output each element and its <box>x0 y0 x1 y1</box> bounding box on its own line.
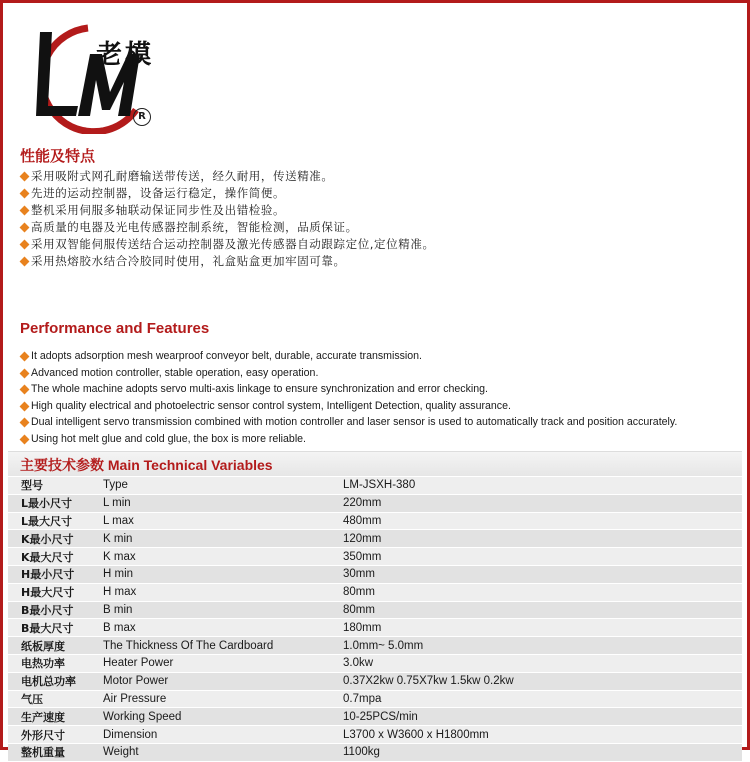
spec-value: 80mm <box>343 586 375 599</box>
spec-en-label: L min <box>103 497 131 510</box>
table-row <box>8 602 742 620</box>
table-row <box>8 530 742 548</box>
spec-en-label: Dimension <box>103 728 158 741</box>
spec-cn-label: L最小尺寸 <box>21 497 73 511</box>
list-item <box>20 431 677 448</box>
table-row <box>8 566 742 584</box>
spec-value: 480mm <box>343 514 382 527</box>
spec-cn-label: 外形尺寸 <box>21 728 65 742</box>
spec-value: 80mm <box>343 603 375 616</box>
list-item <box>20 168 435 185</box>
table-row <box>8 691 742 709</box>
list-item-text: 高质量的电器及光电传感器控制系统，智能检测，品质保证。 <box>31 220 358 234</box>
spec-cn-label: L最大尺寸 <box>21 514 73 528</box>
table-row <box>8 495 742 513</box>
diamond-bullet-icon <box>20 172 30 182</box>
spec-en-label: H min <box>103 568 134 581</box>
spec-value: 180mm <box>343 621 382 634</box>
spec-en-label: Working Speed <box>103 710 182 723</box>
spec-en-label: K max <box>103 550 136 563</box>
table-row <box>8 637 742 655</box>
spec-cn-label: B最小尺寸 <box>21 603 74 617</box>
spec-en-label: Air Pressure <box>103 692 167 705</box>
features-en-list <box>20 348 677 448</box>
spec-en-label: Heater Power <box>103 657 174 670</box>
spec-cn-label: B最大尺寸 <box>21 621 74 635</box>
spec-value: LM-JSXH-380 <box>343 479 416 492</box>
spec-en-label: The Thickness Of The Cardboard <box>103 639 274 652</box>
spec-value: 0.37X2kw 0.75X7kw 1.5kw 0.2kw <box>343 675 514 688</box>
list-item <box>20 202 435 219</box>
spec-cn-label: H最大尺寸 <box>21 586 75 600</box>
diamond-bullet-icon <box>20 435 30 445</box>
spec-en-label: B max <box>103 621 136 634</box>
specs-header <box>8 451 742 476</box>
list-item <box>20 185 435 202</box>
spec-cn-label: 气压 <box>21 692 43 706</box>
list-item-text: High quality electrical and photoelectric sensor control system, Intelligent Detection, quality assurance. <box>31 399 511 412</box>
list-item-text: The whole machine adopts servo multi-axis linkage to ensure synchronization and error checking. <box>31 383 488 396</box>
spec-value: 0.7mpa <box>343 692 382 705</box>
list-item <box>20 348 677 365</box>
list-item <box>20 219 435 236</box>
spec-cn-label: 纸板厚度 <box>21 639 65 653</box>
spec-en-label: Motor Power <box>103 675 169 688</box>
spec-value: 1.0mm~ 5.0mm <box>343 639 424 652</box>
table-row <box>8 584 742 602</box>
table-row <box>8 655 742 673</box>
spec-en-label: B min <box>103 603 133 616</box>
list-item <box>20 381 677 398</box>
features-en-title: Performance and Features <box>20 320 210 337</box>
spec-value: 1100kg <box>343 746 380 759</box>
spec-en-label: K min <box>103 532 133 545</box>
spec-cn-label: 生产速度 <box>21 710 65 724</box>
registered-mark: R <box>133 108 151 126</box>
list-item-text: 整机采用伺服多轴联动保证同步性及出错检验。 <box>31 203 286 217</box>
spec-cn-label: 型号 <box>21 479 43 493</box>
diamond-bullet-icon <box>20 368 30 378</box>
list-item <box>20 398 677 415</box>
table-row <box>8 673 742 691</box>
spec-value: 220mm <box>343 497 382 510</box>
spec-value: 10-25PCS/min <box>343 710 418 723</box>
list-item-text: Using hot melt glue and cold glue, the box is more reliable. <box>31 432 307 445</box>
list-item <box>20 253 435 270</box>
spec-en-label: Type <box>103 479 128 492</box>
spec-en-label: L max <box>103 514 134 527</box>
diamond-bullet-icon <box>20 206 30 216</box>
diamond-bullet-icon <box>20 257 30 267</box>
diamond-bullet-icon <box>20 352 30 362</box>
list-item-text: Advanced motion controller, stable operation, easy operation. <box>31 366 319 379</box>
table-row <box>8 513 742 531</box>
list-item-text: Dual intelligent servo transmission combined with motion controller and laser sensor is used to automatically track and position accurately. <box>31 416 678 429</box>
list-item-text: It adopts adsorption mesh wearproof conveyor belt, durable, accurate transmission. <box>31 350 422 362</box>
brand-name: 老模 <box>96 40 155 70</box>
spec-cn-label: K最大尺寸 <box>21 550 74 564</box>
list-item-text: 采用热熔胶水结合冷胶同时使用，礼盒贴盒更加牢固可靠。 <box>31 254 346 268</box>
table-row <box>8 477 742 495</box>
spec-cn-label: K最小尺寸 <box>21 532 74 546</box>
table-row <box>8 619 742 637</box>
table-row <box>8 708 742 726</box>
diamond-bullet-icon <box>20 189 30 199</box>
spec-cn-label: 整机重量 <box>21 746 65 760</box>
features-cn-list <box>20 168 435 270</box>
list-item <box>20 236 435 253</box>
table-row <box>8 744 742 762</box>
specs-table <box>8 477 742 762</box>
spec-value: 30mm <box>343 568 375 581</box>
diamond-bullet-icon <box>20 401 30 411</box>
spec-value: 120mm <box>343 532 382 545</box>
diamond-bullet-icon <box>20 385 30 395</box>
spec-en-label: H max <box>103 586 137 599</box>
spec-value: 350mm <box>343 550 382 563</box>
spec-cn-label: H最小尺寸 <box>21 568 75 582</box>
list-item <box>20 414 677 431</box>
specs-title: 主要技术参数 Main Technical Variables <box>20 457 273 473</box>
list-item-text: 采用双智能伺服传送结合运动控制器及激光传感器自动跟踪定位,定位精准。 <box>31 237 435 251</box>
table-row <box>8 726 742 744</box>
spec-value: L3700 x W3600 x H1800mm <box>343 728 489 741</box>
spec-en-label: Weight <box>103 746 139 759</box>
list-item-text: 先进的运动控制器，设备运行稳定，操作简便。 <box>31 186 286 200</box>
spec-cn-label: 电热功率 <box>21 657 65 671</box>
diamond-bullet-icon <box>20 418 30 428</box>
list-item-text: 采用吸附式网孔耐磨输送带传送，经久耐用，传送精准。 <box>31 169 334 183</box>
table-row <box>8 548 742 566</box>
features-cn-title: 性能及特点 <box>20 148 96 165</box>
spec-cn-label: 电机总功率 <box>21 675 76 689</box>
list-item <box>20 365 677 382</box>
spec-value: 3.0kw <box>343 657 374 670</box>
diamond-bullet-icon <box>20 223 30 233</box>
diamond-bullet-icon <box>20 240 30 250</box>
